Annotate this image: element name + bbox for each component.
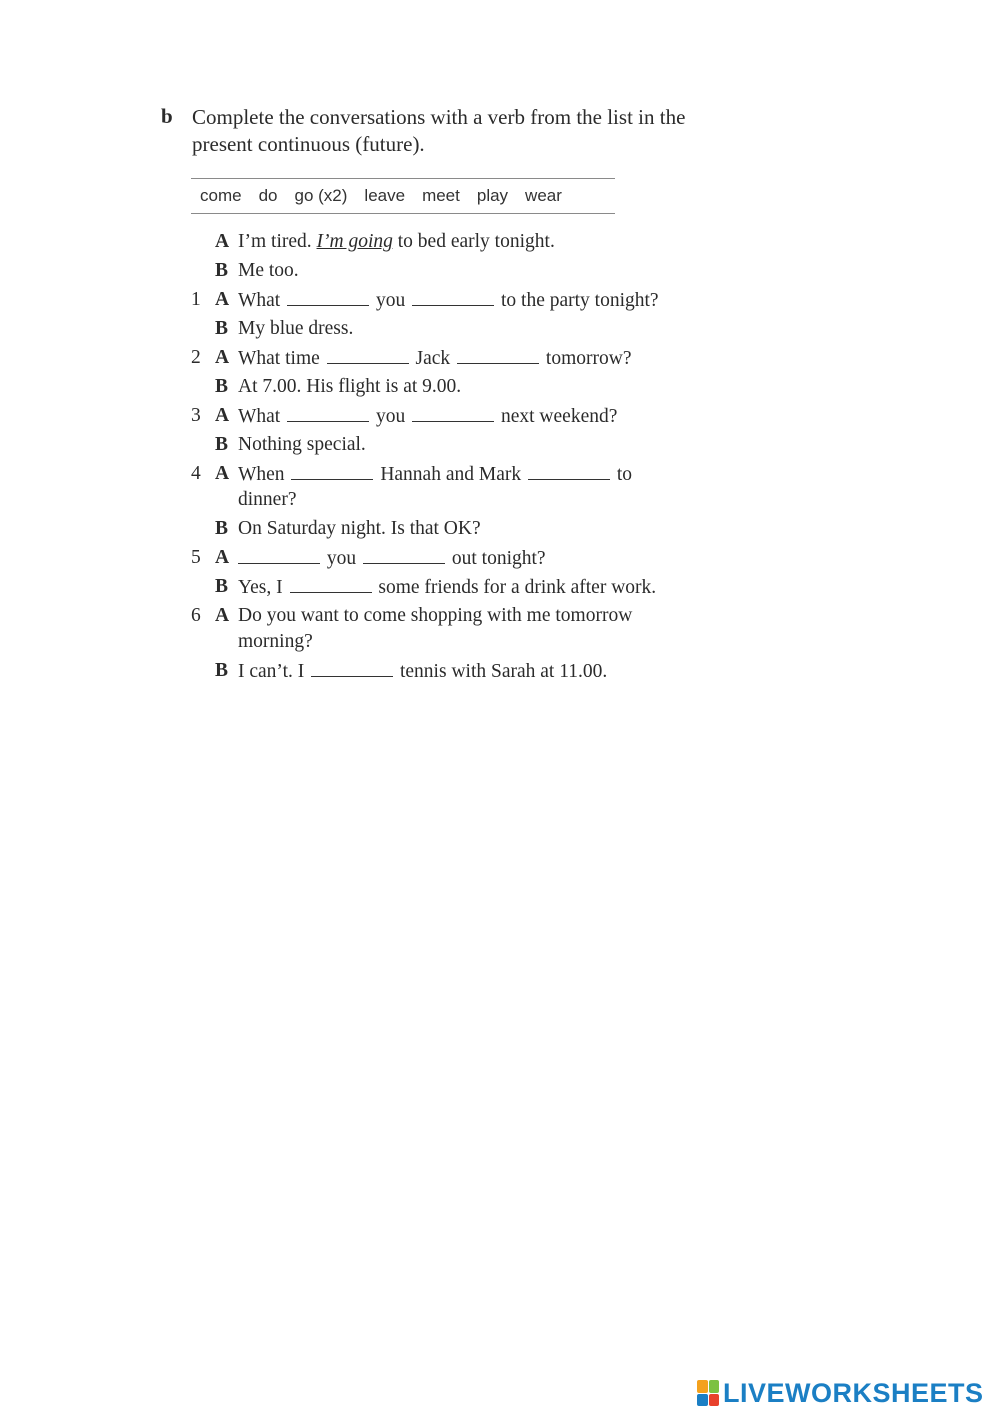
logo-square <box>697 1380 708 1393</box>
text: I can’t. I <box>238 661 305 682</box>
item-4-b-text: On Saturday night. Is that OK? <box>238 518 481 539</box>
speaker-b: B <box>215 376 229 397</box>
word-list-item: wear <box>525 186 562 205</box>
item-5-a-text <box>238 545 546 572</box>
text: next weekend? <box>500 406 618 427</box>
text: tennis with Sarah at 11.00. <box>399 661 608 682</box>
section-letter: b <box>161 104 173 128</box>
answer-blank[interactable] <box>291 461 373 480</box>
text: What <box>238 290 281 311</box>
example-a-text <box>238 229 555 255</box>
answer-blank[interactable] <box>363 545 445 564</box>
answer-blank[interactable] <box>311 658 393 677</box>
logo-square <box>709 1394 720 1407</box>
answer-blank[interactable] <box>412 403 494 422</box>
word-list-item: come <box>200 186 242 205</box>
example-b-text: Me too. <box>238 260 299 281</box>
answer-blank[interactable] <box>412 287 494 306</box>
logo-square <box>709 1380 720 1393</box>
item-3-b-text: Nothing special. <box>238 434 366 455</box>
speaker-a: A <box>215 289 230 310</box>
word-list-item: leave <box>364 186 406 205</box>
answer-blank[interactable] <box>327 345 409 364</box>
speaker-b: B <box>215 660 229 681</box>
speaker-a: A <box>215 405 230 426</box>
text: When <box>238 464 285 485</box>
example-a-before: I’m tired. <box>238 231 312 252</box>
text: Yes, I <box>238 577 283 598</box>
example-a-after: to bed early tonight. <box>397 231 555 252</box>
text: Hannah and Mark <box>380 464 522 485</box>
text: What time <box>238 348 320 369</box>
word-list-item: do <box>258 186 278 205</box>
item-number: 2 <box>191 347 201 368</box>
speaker-b: B <box>215 434 229 455</box>
speaker-a: A <box>215 547 230 568</box>
speaker-b: B <box>215 318 229 339</box>
instructions: Complete the conversations with a verb from the list in the present continuous (future). <box>192 105 686 156</box>
item-2-a-text <box>238 345 631 372</box>
logo-square <box>697 1394 708 1407</box>
speaker-a: A <box>215 347 230 368</box>
item-1-b-text: My blue dress. <box>238 318 354 339</box>
example-answer: I’m going <box>316 231 393 252</box>
word-list-item: meet <box>422 186 460 205</box>
speaker-b: B <box>215 260 229 281</box>
item-number: 1 <box>191 289 201 310</box>
logo-mark-icon <box>697 1380 719 1406</box>
text: What <box>238 406 281 427</box>
item-4-a-cont: dinner? <box>238 489 297 510</box>
item-6-a-text: Do you want to come shopping with me tomorrow <box>238 605 633 626</box>
item-3-a-text <box>238 403 617 430</box>
answer-blank[interactable] <box>287 403 369 422</box>
text: you <box>326 548 357 569</box>
liveworksheets-logo <box>697 1378 984 1408</box>
word-list-item: play <box>476 186 509 205</box>
logo-text: LIVEWORKSHEETS <box>723 1377 984 1408</box>
text: you <box>375 290 406 311</box>
answer-blank[interactable] <box>287 287 369 306</box>
answer-blank[interactable] <box>457 345 539 364</box>
speaker-b: B <box>215 576 229 597</box>
item-5-b-text <box>238 574 656 601</box>
item-number: 4 <box>191 463 201 484</box>
text: to <box>616 464 633 485</box>
word-list-box <box>191 178 615 214</box>
item-6-a-cont: morning? <box>238 631 313 652</box>
answer-blank[interactable] <box>528 461 610 480</box>
speaker-b: B <box>215 518 229 539</box>
item-number: 6 <box>191 605 201 626</box>
text: Jack <box>415 348 451 369</box>
word-list-item: go (x2) <box>294 186 348 205</box>
text: out tonight? <box>451 548 546 569</box>
answer-blank[interactable] <box>238 545 320 564</box>
item-number: 5 <box>191 547 201 568</box>
text: tomorrow? <box>545 348 632 369</box>
speaker-a: A <box>215 463 230 484</box>
text: you <box>375 406 406 427</box>
text: to the party tonight? <box>500 290 659 311</box>
item-4-a-text <box>238 461 632 488</box>
answer-blank[interactable] <box>290 574 372 593</box>
speaker-a: A <box>215 605 230 626</box>
item-number: 3 <box>191 405 201 426</box>
item-2-b-text: At 7.00. His flight is at 9.00. <box>238 376 462 397</box>
item-1-a-text <box>238 287 659 314</box>
item-6-b-text <box>238 658 607 685</box>
text: some friends for a drink after work. <box>378 577 657 598</box>
speaker-a: A <box>215 231 230 252</box>
